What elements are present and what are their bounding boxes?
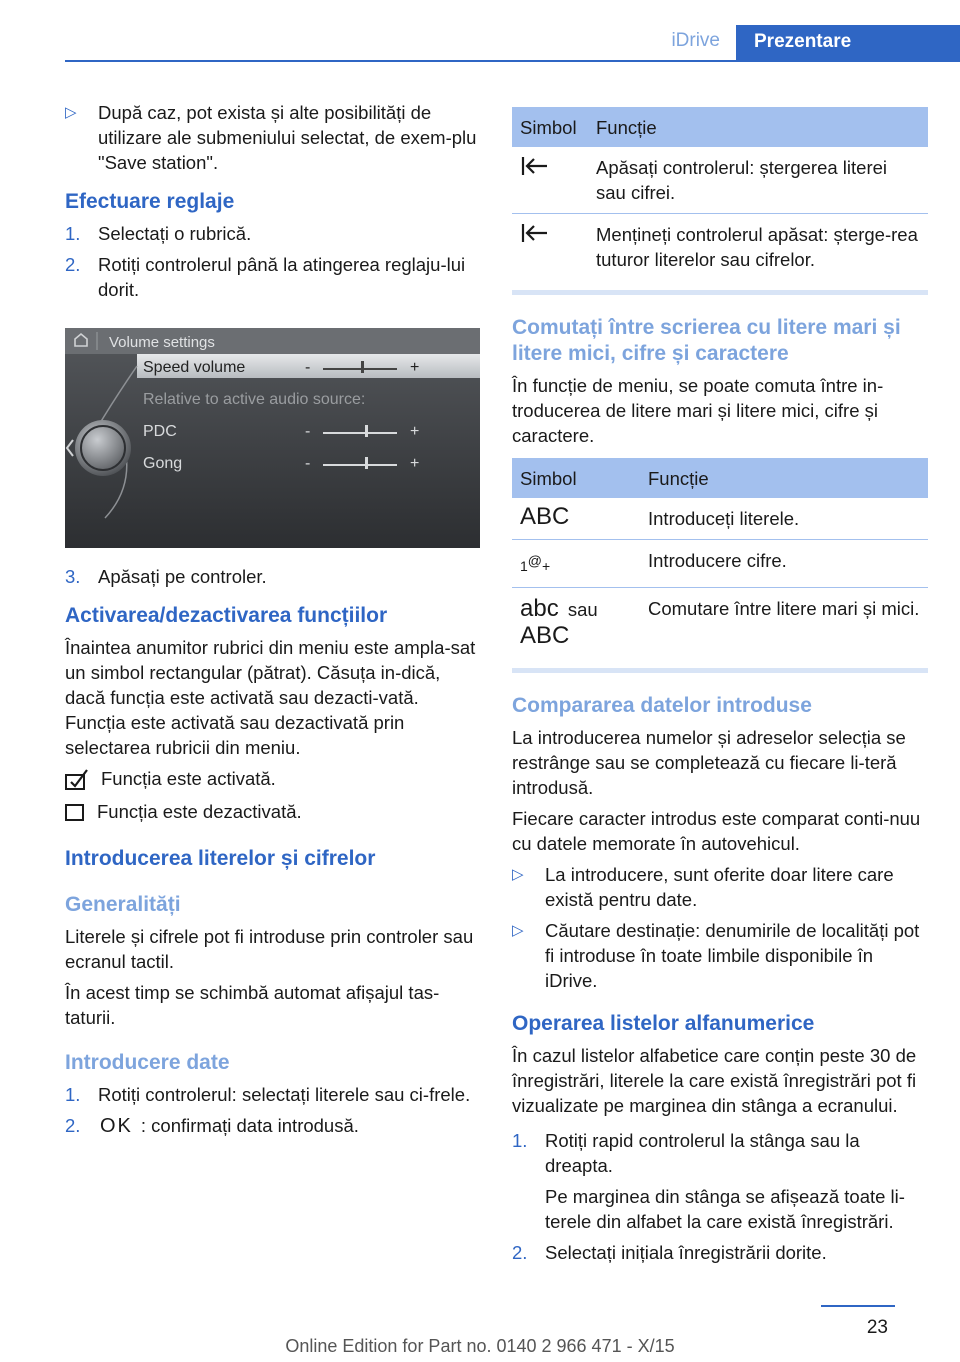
bullet-item — [65, 100, 480, 175]
col-header-symbol: Simbol — [512, 107, 588, 147]
generalitati-paragraph-1: Literele și cifrele pot fi introduse prin controler sau ecranul tactil. — [65, 926, 474, 972]
heading-comutati: Comutați între scrierea cu litere mari și litere mici, cifre și caractere — [512, 316, 901, 365]
plus-label: + — [410, 359, 420, 376]
bullet-text: Căutare destinație: denumirile de localități pot fi introduse în toate limbile disponibile în iDrive. — [545, 919, 920, 991]
step-number: 1. — [65, 223, 81, 244]
function-cell: Introduceți literele. — [640, 498, 928, 540]
col-header-function: Funcție — [640, 458, 928, 498]
activare-paragraph: Înaintea anumitor rubrici din meniu este ampla‐sat un simbol rectangular (pătrat). Căsuța in‐dică, dacă funcția este activată sau dezacti‐vată. Funcția este activată sau dezactivată prin selectarea rubricii din meniu. — [65, 637, 476, 758]
minus-label: - — [305, 423, 311, 440]
screen-title: Volume settings — [109, 334, 215, 351]
bullet-marker: ▷ — [65, 104, 77, 121]
symbol-cell — [512, 587, 640, 658]
bullet-item — [512, 862, 928, 912]
bullet-text: După caz, pot exista și alte posibilități de utilizare ale submeniului selectat, de exem‐plu "Save station". — [98, 102, 477, 173]
header-section: iDrive — [671, 30, 720, 51]
right-column — [512, 103, 928, 1271]
symbol-cell — [512, 498, 640, 540]
minus-label: - — [305, 455, 311, 472]
ok-icon: OK — [100, 1115, 133, 1137]
edition-line: Online Edition for Part no. 0140 2 966 471 - X/15 — [285, 1336, 675, 1356]
table-row — [512, 498, 928, 540]
function-cell: Introducere cifre. — [640, 540, 928, 588]
generalitati-paragraph-2: În acest timp se schimbă automat afișajul tas‐taturii. — [65, 982, 440, 1028]
step-text: Selectați inițiala înregistrării dorite. — [545, 1241, 827, 1263]
step-item — [65, 1082, 480, 1107]
step-item — [65, 252, 480, 302]
heading-reglaje: Efectuare reglaje — [65, 190, 235, 213]
symbol-cell — [512, 147, 588, 214]
step-item — [65, 221, 480, 246]
step-number: 2. — [65, 254, 81, 275]
step-item — [512, 1128, 928, 1234]
plus-label: + — [410, 423, 420, 440]
checkbox-checked-icon — [65, 768, 89, 790]
compararea-paragraph-2: Fiecare caracter introdus este comparat conti‐nuu cu datele memorate în autovehicul. — [512, 807, 921, 854]
table-header-row — [512, 107, 928, 147]
bullet-text: La introducere, sunt oferite doar litere care există pentru date. — [545, 863, 894, 910]
function-cell: Comutare între litere mari și mici. — [648, 597, 920, 619]
col-header-symbol: Simbol — [512, 458, 640, 498]
footer-rule — [821, 1305, 895, 1307]
operarea-paragraph: În cazul listelor alfabetice care conțin peste 30 de înregistrări, literele la care există înregistrări pot fi vizualizate pe marginea din stânga a ecranului. — [512, 1044, 917, 1116]
heading-introducere-date: Introducere date — [65, 1051, 230, 1074]
step-main: Rotiți rapid controlerul la stânga sau la dreapta. — [545, 1129, 860, 1176]
step-item — [65, 564, 480, 589]
heading-compararea: Compararea datelor introduse — [512, 693, 812, 717]
checkbox-inactive-text: Funcția este dezactivată. — [97, 801, 302, 822]
bullet-item — [512, 918, 928, 993]
screen-sub: Relative to active audio source: — [143, 391, 366, 408]
screen-row-speed: Speed volume — [143, 359, 246, 376]
table-row — [512, 147, 928, 214]
abc-lower-icon: abc — [520, 594, 559, 622]
step-number: 1. — [65, 1084, 81, 1105]
delete-all-icon — [520, 222, 550, 246]
step-text: Rotiți controlerul: selectați literele sau ci‐frele. — [98, 1084, 471, 1105]
table-end-rule — [512, 290, 928, 295]
symbol-cell — [512, 540, 640, 588]
step-number: 2. — [65, 1115, 81, 1136]
step-text-confirm: : confirmați data introdusă. — [140, 1115, 359, 1136]
step-number: 1. — [512, 1129, 528, 1151]
heading-operarea: Operarea listelor alfanumerice — [512, 1011, 815, 1035]
table-end-rule — [512, 668, 928, 673]
abc-upper-icon: ABC — [520, 621, 570, 649]
left-column — [65, 100, 480, 1145]
table-row — [512, 214, 928, 281]
step-text: Rotiți controlerul până la atingerea reglaju‐lui dorit. — [98, 254, 466, 300]
compararea-paragraph-1: La introducerea numelor și adreselor selecția se restrânge sau se completează cu fiecare li‐teră introdusă. — [512, 726, 906, 798]
table-row — [512, 587, 928, 658]
at-glyph: @ — [527, 552, 543, 568]
checkbox-empty-icon — [65, 802, 85, 822]
step-text — [545, 1128, 928, 1234]
table-row — [512, 540, 928, 588]
checkbox-active-text: Funcția este activată. — [101, 768, 276, 789]
step-sub: Pe marginea din stânga se afișează toate li‐terele din alfabet la care există înregistrări. — [545, 1185, 905, 1232]
screen-row-gong: Gong — [143, 455, 183, 472]
page-header — [0, 25, 960, 62]
checkbox-active-legend — [65, 766, 480, 791]
num-glyph: 1 — [520, 557, 528, 574]
step-item — [65, 1113, 480, 1139]
comutati-paragraph: În funcție de meniu, se poate comuta între in‐troducerea de litere mari și litere mici, cifre și caractere. — [512, 375, 884, 446]
heading-introducere-litere: Introducerea literelor și cifrelor — [65, 847, 376, 870]
step-number: 3. — [65, 566, 81, 587]
symbol-cell — [512, 214, 588, 281]
table-header-row — [512, 458, 928, 498]
step-text — [98, 1113, 359, 1139]
bullet-marker: ▷ — [512, 865, 524, 883]
sau-label: sau — [567, 598, 598, 620]
function-cell: Apăsați controlerul: ștergerea literei sau cifrei. — [588, 147, 928, 214]
bullet-marker: ▷ — [512, 921, 524, 939]
delete-char-icon — [520, 155, 550, 179]
plus-label: + — [410, 455, 420, 472]
minus-label: - — [305, 359, 311, 376]
step-text: Apăsați pe controler. — [98, 566, 267, 587]
step-text: Selectați o rubrică. — [98, 223, 252, 244]
volume-settings-screenshot — [65, 328, 480, 548]
col-header-function: Funcție — [588, 107, 928, 147]
plus-glyph: + — [542, 557, 551, 574]
symbol-table-delete — [512, 107, 928, 280]
symbol-table-case — [512, 458, 928, 658]
numbers-symbols-icon — [520, 552, 551, 574]
step-number: 2. — [512, 1241, 528, 1263]
header-chapter-tab: Prezentare — [736, 25, 960, 62]
step-item — [512, 1240, 928, 1265]
heading-activare: Activarea/dezactivarea funcțiilor — [65, 604, 388, 627]
checkbox-inactive-legend — [65, 799, 480, 824]
screen-row-pdc: PDC — [143, 423, 177, 440]
page-number: 23 — [866, 1317, 888, 1338]
function-cell: Mențineți controlerul apăsat: șterge‐rea tuturor literelor sau cifrelor. — [596, 224, 918, 270]
heading-generalitati: Generalități — [65, 893, 181, 916]
abc-upper-icon: ABC — [520, 503, 570, 530]
